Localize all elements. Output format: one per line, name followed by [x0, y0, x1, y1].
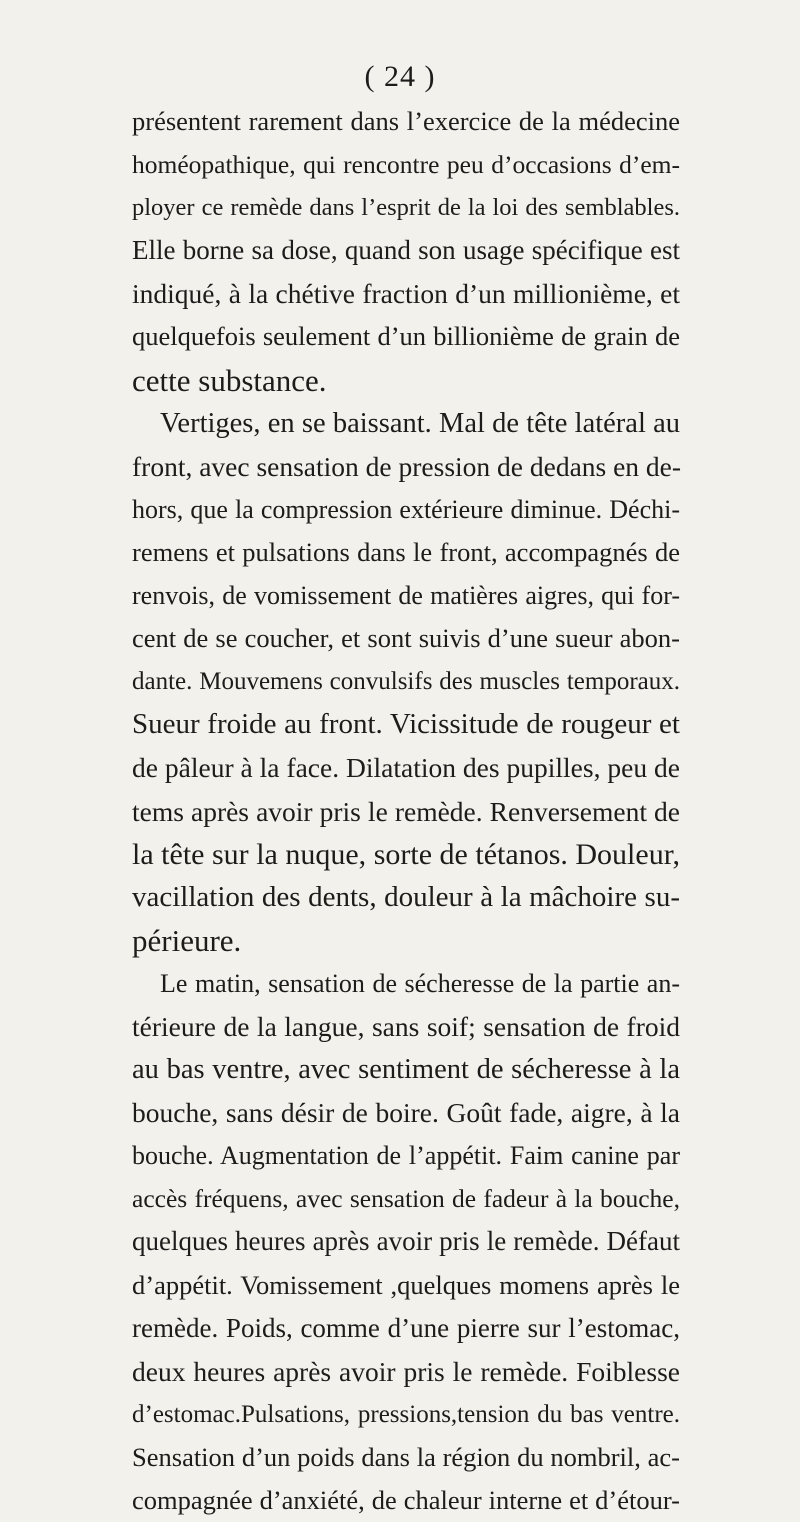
text-line: bouche. Augmentation de l’appétit. Faim canine par — [132, 1141, 680, 1171]
text-line: accès fréquens, avec sensation de fadeur à la bouche, — [132, 1184, 680, 1214]
text-line: homéopathique, qui rencontre peu d’occasions d’em- — [132, 150, 680, 180]
text-line: Vertiges, en se baissant. Mal de tête latéral au — [160, 407, 680, 439]
text-line: tems après avoir pris le remède. Renversement de — [132, 795, 680, 827]
text-line: présentent rarement dans l’exercice de la médecine — [132, 106, 680, 136]
text-line: remens et pulsations dans le front, accompagnés de — [132, 536, 680, 567]
text-line: térieure de la langue, sans soif; sensation de froid — [132, 1010, 680, 1042]
text-line: Le matin, sensation de sécheresse de la partie an- — [160, 968, 680, 998]
text-line: front, avec sensation de pression de dedans en de- — [132, 450, 682, 482]
text-line: dante. Mouvemens convulsifs des muscles temporaux. — [132, 668, 680, 696]
text-line: quelques heures après avoir pris le remède. Défaut — [132, 1226, 680, 1257]
text-line: cent de se coucher, et sont suivis d’une sueur abon- — [132, 623, 680, 654]
text-line: Sueur froide au front. Vicissitude de rougeur et — [132, 708, 680, 741]
text-line: Sensation d’un poids dans la région du nombril, ac- — [132, 1441, 680, 1472]
text-line: au bas ventre, avec sentiment de sécheresse à la — [132, 1054, 680, 1086]
text-line: hors, que la compression extérieure diminue. Déchi- — [132, 494, 680, 524]
body-text — [132, 100, 680, 1522]
text-line: vacillation des dents, douleur à la mâchoire su- — [132, 880, 680, 913]
page-number: ( 24 ) — [364, 60, 436, 93]
text-line: Elle borne sa dose, quand son usage spécifique est — [132, 235, 680, 266]
text-line: d’appétit. Vomissement ,quelques momens après le — [132, 1269, 680, 1300]
text-line: deux heures après avoir pris le remède. Foiblesse — [132, 1355, 680, 1387]
text-line: indiqué, à la chétive fraction d’un millionième, et — [132, 278, 680, 310]
text-line: de pâleur à la face. Dilatation des pupilles, peu de — [132, 752, 680, 784]
text-line: bouche, sans désir de boire. Goût fade, aigre, à la — [132, 1097, 680, 1129]
text-line: remède. Poids, comme d’une pierre sur l’estomac, — [132, 1312, 680, 1343]
text-line: renvois, de vomissement de matières aigres, qui for- — [132, 581, 680, 611]
text-line: périeure. — [132, 922, 242, 958]
text-line: ployer ce remède dans l’esprit de la loi des semblables. — [132, 194, 680, 222]
text-line: d’estomac.Pulsations, pressions,tension du bas ventre. — [132, 1400, 680, 1428]
text-line: compagnée d’anxiété, de chaleur interne et d’étour- — [132, 1485, 680, 1515]
text-line: la tête sur la nuque, sorte de tétanos. Douleur, — [132, 837, 680, 871]
text-line: cette substance. — [132, 362, 327, 398]
text-line: quelquefois seulement d’un billionième de grain de — [132, 321, 680, 352]
